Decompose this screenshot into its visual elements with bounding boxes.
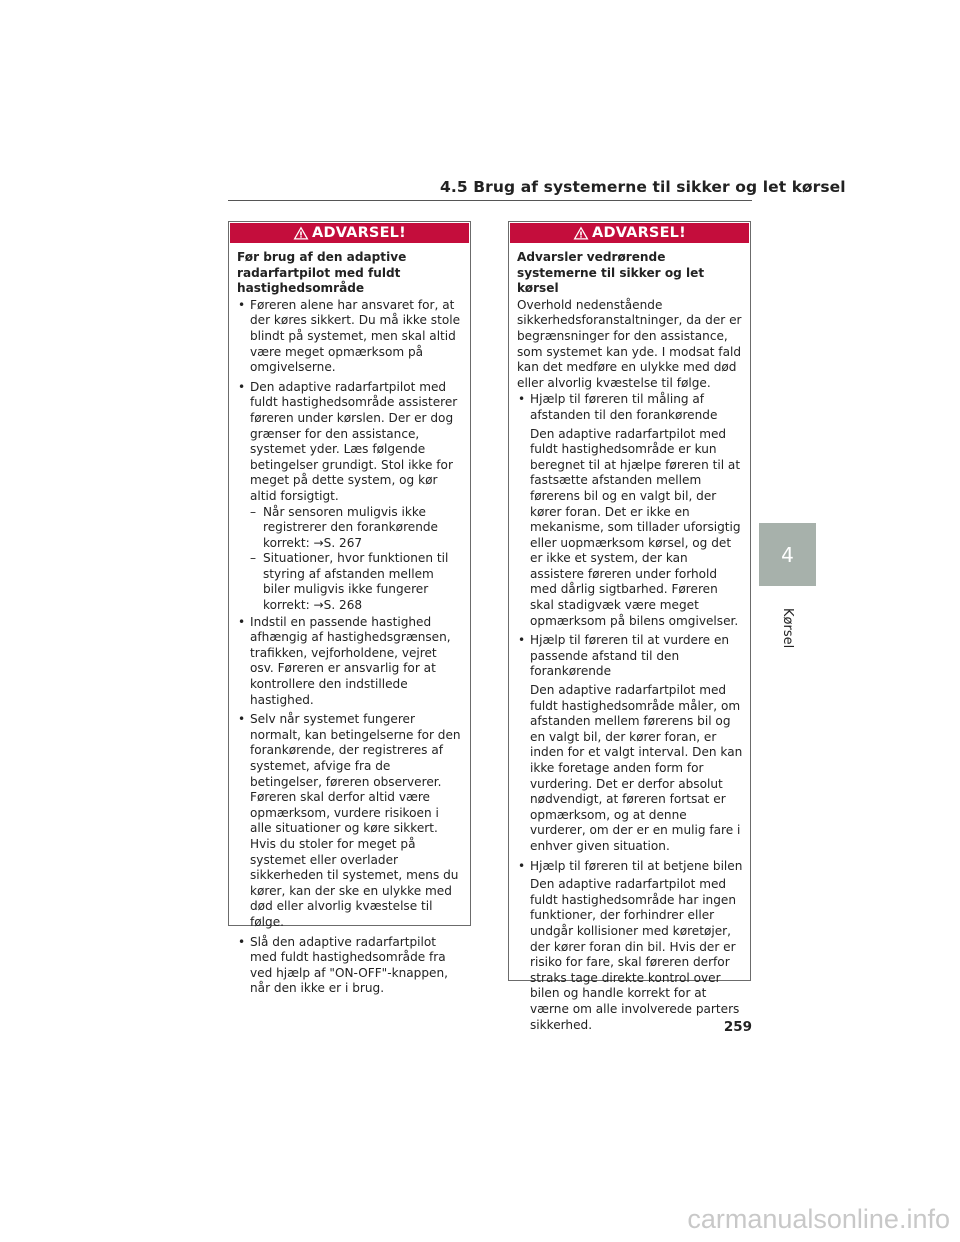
warning-header	[230, 223, 469, 243]
warning-header	[510, 223, 749, 243]
warning-subtitle: Advarsler vedrørende systemerne til sikker og let kørsel	[517, 250, 705, 296]
warning-subtitle: Før brug af den adaptive radarfartpilot med fuldt hastighedsområde	[237, 250, 407, 296]
page-number: 259	[723, 1019, 752, 1035]
warning-box-left	[228, 221, 471, 996]
bullet-detail: Den adaptive radarfartpilot med fuldt hastighedsområde har ingen funktioner, der forhindrer eller undgår kollisioner med køretøjer, der kører foran din bil. Hvis der er risiko for fare, skal føreren derfor straks tage direkte kontrol over bilen og handle korrekt for at værne om alle involverede parters sikkerhed.	[530, 877, 740, 1032]
bullet-item: • Hjælp til føreren til at betjene bilen	[517, 859, 744, 875]
watermark: carmanualsonline.info	[687, 1204, 950, 1234]
bullet-detail: Den adaptive radarfartpilot med fuldt hastighedsområde er kun beregnet til at hjælpe føreren til at fastsætte afstanden mellem førerens bil og en valgt bil, der kører foran. Det er ikke en mekanisme, som tillader uforsigtig eller uopmærksom kørsel, og det er ikke et system, der kan assistere føreren under forhold med dårlig sigtbarhed. Føreren skal stadigvæk være meget opmærksom på bilens omgivelser.	[530, 426, 741, 628]
bullet-item: • Hjælp til føreren til måling af afstanden til den forankørende	[517, 392, 744, 423]
bullet-detail: Den adaptive radarfartpilot med fuldt hastighedsområde måler, om afstanden mellem førerens bil og en valgt bil, der kører foran, er inden for et valgt interval. Den kan ikke foretage anden form for vurdering. Det er derfor absolut nødvendigt, at føreren fortsat er opmærksom, og at denne vurderer, om der er en mulig fare i enhver given situation.	[530, 683, 743, 853]
section-header: 4.5 Brug af systemerne til sikker og let kørsel	[440, 178, 846, 196]
warning-triangle-icon	[573, 226, 589, 240]
bullet-item: • Føreren alene har ansvaret for, at der køres sikkert. Du må ikke stole blindt på systemet, men skal altid være meget opmærksom på omgivelserne.	[237, 298, 464, 376]
bullet-item: • Selv når systemet fungerer normalt, kan betingelserne for den forankørende, der registreres af systemet, afvige fra de betingelser, føreren observerer. Føreren skal derfor altid være opmærksom, vurdere risikoen i alle situationer og køre sikkert. Hvis du stoler for meget på systemet eller overlader sikkerheden til systemet, mens du kører, kan der ske en ulykke med død eller alvorlig kvæstelse til følge.	[237, 712, 464, 930]
bullet-item: • Slå den adaptive radarfartpilot med fuldt hastighedsområde fra ved hjælp af "ON-OFF"-knappen, når den ikke er i brug.	[237, 935, 464, 997]
warning-heading: ADVARSEL!	[312, 225, 406, 241]
chapter-tab: 4	[759, 523, 816, 586]
bullet-item: • Hjælp til føreren til at vurdere en passende afstand til den forankørende	[517, 633, 744, 680]
warning-intro: Overhold nedenstående sikkerhedsforanstaltninger, da der er begrænsninger for den assistance, som systemet kan yde. I modsat fald kan det medføre en ulykke med død eller alvorlig kvæstelse til følge.	[517, 297, 742, 390]
warning-heading: ADVARSEL!	[592, 225, 686, 241]
header-divider	[228, 200, 752, 201]
warning-triangle-icon	[293, 226, 309, 240]
dash-item: – Situationer, hvor funktionen til styring af afstanden mellem biler muligvis ikke fungerer korrekt: →S. 268	[237, 551, 464, 613]
bullet-item: • Indstil en passende hastighed afhængig af hastighedsgrænsen, trafikken, vejforholdene, vejret osv. Føreren er ansvarlig for at kontrollere den indstillede hastighed.	[237, 615, 464, 709]
chapter-label: Kørsel	[780, 608, 795, 649]
bullet-item: • Den adaptive radarfartpilot med fuldt hastighedsområde assisterer føreren under kørslen. Der er dog grænser for den assistance, systemet yder. Læs følgende betingelser grundigt. Stol ikke for meget på dette system, og kør altid forsigtigt.	[237, 380, 464, 505]
dash-item: – Når sensoren muligvis ikke registrerer den forankørende korrekt: →S. 267	[237, 505, 464, 552]
